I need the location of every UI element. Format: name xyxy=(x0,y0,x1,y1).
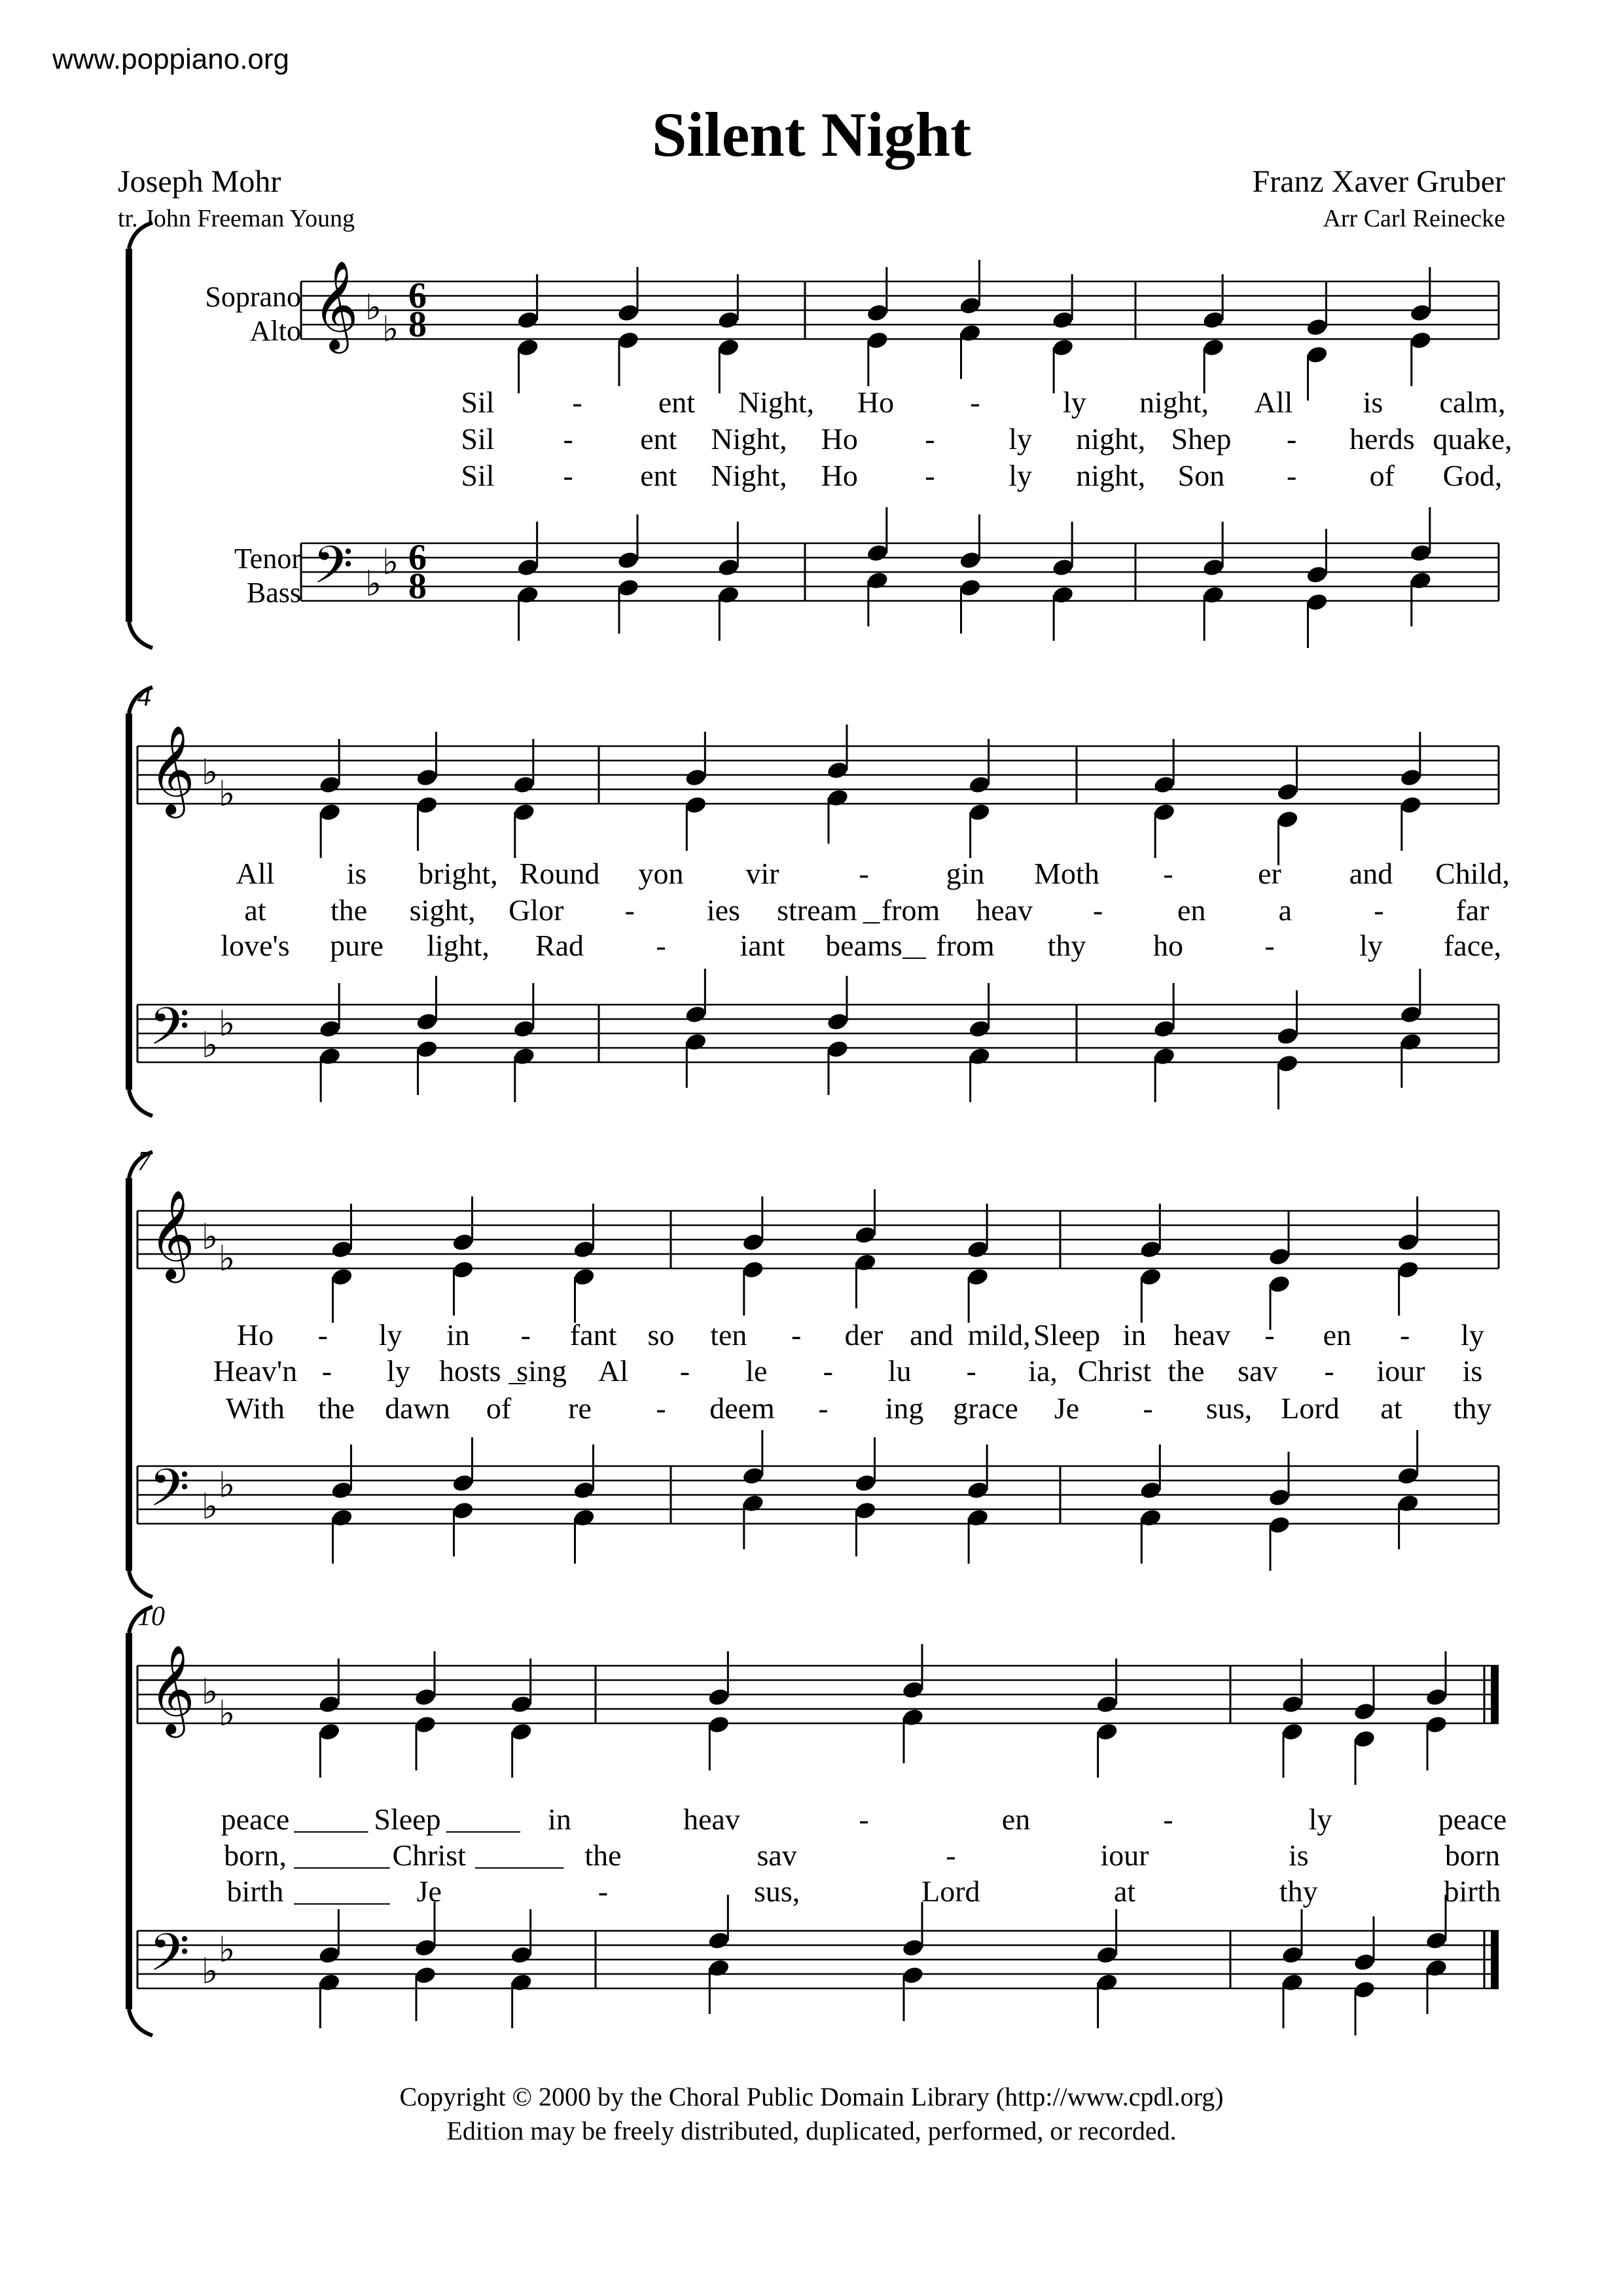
lyric-syllable: thy xyxy=(1279,1874,1318,1908)
lyric-syllable: Al xyxy=(598,1354,629,1388)
lyric-syllable: fant xyxy=(569,1318,617,1352)
time-signature-top: 6 xyxy=(408,537,427,578)
lyric-syllable: at xyxy=(1113,1874,1136,1908)
lyric-syllable: Ho xyxy=(857,386,895,419)
bracket-hook-bottom xyxy=(129,1090,152,1116)
lyric-line-3 xyxy=(461,459,1502,492)
lyric-syllable: ly xyxy=(1063,386,1086,419)
lyric-hyphen: - xyxy=(1163,857,1173,890)
part-label-soprano: Soprano xyxy=(205,281,301,313)
lyric-syllable: Ho xyxy=(821,422,858,456)
lyric-syllable: in xyxy=(446,1318,470,1352)
lyric-syllable: and xyxy=(910,1318,954,1352)
lyric-syllable: born, xyxy=(224,1839,287,1872)
lyric-hyphen: - xyxy=(823,1354,833,1388)
lyric-hyphen: - xyxy=(563,422,573,456)
lyric-syllable: iant xyxy=(740,929,785,962)
lyric-syllable: iour xyxy=(1100,1839,1149,1872)
lyric-syllable: pure xyxy=(330,929,383,962)
lower-staff xyxy=(137,1430,1499,1571)
lyric-syllable: beams xyxy=(825,929,902,962)
lyric-syllable: ly xyxy=(1308,1803,1332,1836)
time-signature-top: 6 xyxy=(408,276,427,316)
upper-staff xyxy=(137,724,1499,865)
lyric-hyphen: - xyxy=(624,893,635,927)
flat-icon: ♭ xyxy=(202,1671,219,1712)
bass-clef-icon: 𝄢 xyxy=(149,996,190,1069)
poet-credit: Joseph Mohr xyxy=(118,164,281,199)
lyric-syllable: ia, xyxy=(1028,1354,1058,1388)
lower-staff xyxy=(301,507,1499,648)
bracket-hook-bottom xyxy=(129,622,152,648)
treble-clef-icon: 𝄞 xyxy=(149,1189,195,1279)
lyric-hyphen: - xyxy=(1264,929,1275,962)
lyric-syllable: ly xyxy=(1008,422,1032,456)
lyric-hyphen: - xyxy=(321,1354,332,1388)
lyric-syllable: God, xyxy=(1442,459,1503,492)
final-barline-thick xyxy=(1491,1931,1499,1988)
lyric-syllable: mild, xyxy=(967,1318,1031,1352)
bass-clef-icon: 𝄢 xyxy=(313,535,353,608)
lyric-syllable: Shep xyxy=(1171,422,1232,456)
lyric-syllable: in xyxy=(548,1803,571,1836)
bracket-hook-bottom xyxy=(129,1571,152,1597)
lyric-hyphen: - xyxy=(1286,422,1297,456)
lyric-syllable: is xyxy=(1288,1839,1309,1872)
lyric-syllable: en xyxy=(1177,893,1206,927)
lyric-hyphen: - xyxy=(520,1318,531,1352)
lyric-hyphen: - xyxy=(1163,1803,1173,1836)
lyric-hyphen: - xyxy=(1093,893,1103,927)
lyric-syllable: ly xyxy=(1008,459,1032,492)
lyric-syllable: Lord xyxy=(921,1874,980,1908)
lyric-syllable: Night, xyxy=(711,422,787,456)
lyric-syllable: All xyxy=(236,857,275,890)
lyric-syllable: en xyxy=(1323,1318,1352,1352)
lower-staff xyxy=(137,969,1499,1109)
lyric-syllable: is xyxy=(1363,386,1383,419)
lyric-hyphen: - xyxy=(1286,459,1297,492)
lyric-syllable: calm, xyxy=(1439,386,1506,419)
lyric-syllable: le xyxy=(745,1354,768,1388)
lyric-syllable: the xyxy=(317,1391,355,1425)
flat-icon: ♭ xyxy=(219,1003,236,1044)
lyric-hyphen: - xyxy=(317,1318,328,1352)
lyric-line-2 xyxy=(224,1839,1500,1872)
treble-clef-icon: 𝄞 xyxy=(149,1643,195,1734)
lyric-syllable: the xyxy=(584,1839,622,1872)
lyric-syllable: sav xyxy=(1238,1354,1278,1388)
lyric-syllable: night, xyxy=(1139,386,1209,419)
flat-icon: ♭ xyxy=(219,1238,236,1279)
system-bracket xyxy=(126,1178,132,1571)
lyric-syllable: ly xyxy=(378,1318,402,1352)
lyric-syllable: Round xyxy=(519,857,600,890)
lyric-syllable: birth xyxy=(226,1874,284,1908)
lyric-syllable: ly xyxy=(1461,1318,1484,1352)
lyric-syllable: Night, xyxy=(738,386,815,419)
lyric-syllable: Moth xyxy=(1034,857,1099,890)
lyric-syllable: heav xyxy=(976,893,1033,927)
lyric-syllable: and xyxy=(1349,857,1393,890)
part-label-bass: Bass xyxy=(246,577,301,609)
lyric-syllable: Ho xyxy=(236,1318,274,1352)
lyric-hyphen: - xyxy=(679,1354,690,1388)
lyric-syllable: Christ xyxy=(392,1839,466,1872)
lyric-hyphen: - xyxy=(656,929,666,962)
upper-staff xyxy=(301,259,1499,401)
lyric-syllable: night, xyxy=(1076,422,1146,456)
lyric-syllable: ten xyxy=(710,1318,747,1352)
upper-staff xyxy=(137,1643,1499,1785)
flat-icon: ♭ xyxy=(219,1693,236,1734)
lyric-syllable: is xyxy=(1462,1354,1483,1388)
lyric-syllable: vir xyxy=(745,857,779,890)
lyric-hyphen: - xyxy=(597,1874,609,1908)
lyric-syllable: der xyxy=(844,1318,883,1352)
lyric-syllable: Sleep xyxy=(374,1803,441,1836)
treble-clef-icon: 𝄞 xyxy=(149,724,195,814)
lyric-syllable: of xyxy=(486,1391,512,1425)
lyric-syllable: hosts xyxy=(438,1354,501,1388)
lyric-line-2 xyxy=(213,1354,1483,1388)
lyric-syllable: Rad xyxy=(535,929,584,962)
translator-credit: tr. John Freeman Young xyxy=(118,205,355,232)
time-signature-bottom: 8 xyxy=(408,304,427,345)
lyric-line-3 xyxy=(221,929,1501,962)
measure-number: 4 xyxy=(137,682,151,712)
lyric-syllable: born xyxy=(1444,1839,1501,1872)
lyric-hyphen: - xyxy=(563,459,573,492)
lyric-syllable: sav xyxy=(757,1839,797,1872)
page-title: Silent Night xyxy=(651,99,972,170)
lyric-syllable: Glor xyxy=(508,893,564,927)
treble-clef-icon: 𝄞 xyxy=(313,259,359,350)
lyric-hyphen: - xyxy=(572,386,582,419)
lyric-line-1 xyxy=(236,857,1510,890)
lyric-syllable: bright, xyxy=(418,857,498,890)
lyric-syllable: gin xyxy=(946,857,985,890)
lyric-syllable: en xyxy=(1001,1803,1031,1836)
lyric-syllable: so xyxy=(647,1318,675,1352)
flat-icon: ♭ xyxy=(382,308,399,350)
system-4 xyxy=(126,1602,1507,2036)
bass-clef-icon: 𝄢 xyxy=(149,1922,190,1996)
lyric-syllable: Ho xyxy=(821,459,858,492)
lyric-syllable: Sleep xyxy=(1033,1318,1101,1352)
lyric-syllable: at xyxy=(1380,1391,1402,1425)
lyric-syllable: Je xyxy=(416,1874,442,1908)
upper-staff xyxy=(137,1189,1499,1330)
flat-icon: ♭ xyxy=(382,541,399,583)
lyric-line-1 xyxy=(461,386,1505,419)
lyric-syllable: deem xyxy=(709,1391,775,1425)
arranger-credit: Arr Carl Reinecke xyxy=(1323,205,1505,232)
lyric-syllable: sus, xyxy=(1205,1391,1253,1425)
lyric-syllable: stream xyxy=(777,893,857,927)
lyric-syllable: light, xyxy=(427,929,490,962)
lyric-syllable: Christ xyxy=(1077,1354,1152,1388)
lyric-syllable: Sil xyxy=(461,386,495,419)
lyric-hyphen: - xyxy=(1143,1391,1153,1425)
lyric-syllable: Je xyxy=(1054,1391,1080,1425)
lyric-syllable: Sil xyxy=(461,459,495,492)
lyric-syllable: Lord xyxy=(1281,1391,1340,1425)
lyric-syllable: Child, xyxy=(1435,857,1510,890)
lyric-syllable: from xyxy=(936,929,995,962)
lyric-syllable: lu xyxy=(887,1354,912,1388)
flat-icon: ♭ xyxy=(202,1024,219,1066)
lyric-syllable: in xyxy=(1122,1318,1147,1352)
lyric-hyphen: - xyxy=(1374,893,1384,927)
site-url: www.poppiano.org xyxy=(52,43,290,75)
composer-credit: Franz Xaver Gruber xyxy=(1252,164,1505,199)
lyric-hyphen: - xyxy=(946,1839,956,1872)
lyric-syllable: Heav'n xyxy=(213,1354,298,1388)
lyric-syllable: is xyxy=(346,857,367,890)
lyric-syllable: love's xyxy=(221,929,290,962)
lyric-syllable: Son xyxy=(1177,459,1225,492)
lyric-syllable: re xyxy=(568,1391,592,1425)
lyric-syllable: sight, xyxy=(409,893,476,927)
system-1 xyxy=(126,223,1512,648)
flat-icon: ♭ xyxy=(219,1464,236,1505)
system-bracket xyxy=(126,249,132,622)
lyric-hyphen: - xyxy=(925,459,935,492)
lyric-syllable: Night, xyxy=(711,459,787,492)
lyric-syllable: dawn xyxy=(385,1391,450,1425)
bass-clef-icon: 𝄢 xyxy=(149,1458,190,1531)
flat-icon: ♭ xyxy=(365,563,382,604)
lyric-syllable: ly xyxy=(386,1354,410,1388)
lyric-syllable: of xyxy=(1369,459,1395,492)
lyric-syllable: thy xyxy=(1047,929,1086,962)
system-2 xyxy=(126,682,1510,1116)
flat-icon: ♭ xyxy=(202,1216,219,1257)
lyric-hyphen: - xyxy=(656,1391,666,1425)
lyric-syllable: heav xyxy=(683,1803,740,1836)
lyric-syllable: far xyxy=(1455,893,1489,927)
final-barline-thick xyxy=(1491,1666,1499,1723)
bracket-hook-bottom xyxy=(129,2009,152,2036)
lyric-line-3 xyxy=(226,1391,1491,1425)
part-label-alto: Alto xyxy=(249,315,301,347)
lyric-syllable: face, xyxy=(1443,929,1502,962)
lyric-syllable: the xyxy=(330,893,368,927)
lyric-hyphen: - xyxy=(1264,1318,1275,1352)
lyric-syllable: sing xyxy=(516,1354,567,1388)
flat-icon: ♭ xyxy=(202,1486,219,1527)
system-3 xyxy=(126,1147,1499,1597)
lyric-syllable: ies xyxy=(706,893,740,927)
lyric-syllable: thy xyxy=(1453,1391,1492,1425)
lyric-syllable: night, xyxy=(1076,459,1146,492)
lyric-hyphen: - xyxy=(925,422,935,456)
lyric-syllable: peace xyxy=(221,1803,290,1836)
lyric-syllable: sus, xyxy=(753,1874,800,1908)
lyric-hyphen: - xyxy=(1324,1354,1334,1388)
lower-staff xyxy=(137,1895,1499,2036)
flat-icon: ♭ xyxy=(202,751,219,793)
lyric-syllable: All xyxy=(1254,386,1293,419)
lyric-syllable: Sil xyxy=(461,422,495,456)
lyric-syllable: ent xyxy=(640,459,677,492)
lyric-syllable: from xyxy=(881,893,940,927)
lyric-hyphen: - xyxy=(818,1391,829,1425)
lyric-syllable: the xyxy=(1168,1354,1205,1388)
lyric-line-1 xyxy=(237,1318,1484,1352)
lyric-syllable: peace xyxy=(1438,1803,1507,1836)
lyric-syllable: ent xyxy=(658,386,696,419)
lyric-line-1 xyxy=(221,1803,1507,1836)
lyric-hyphen: - xyxy=(970,386,980,419)
lyric-syllable: yon xyxy=(638,857,684,890)
measure-number: 10 xyxy=(137,1602,165,1632)
lyric-line-2 xyxy=(244,893,1489,927)
lyric-syllable: grace xyxy=(953,1391,1018,1425)
lyric-hyphen: - xyxy=(791,1318,802,1352)
lyric-syllable: herds xyxy=(1349,422,1415,456)
system-bracket xyxy=(126,1633,132,2009)
lyric-line-3 xyxy=(227,1874,1501,1908)
lyric-hyphen: - xyxy=(1400,1318,1410,1352)
lyric-syllable: ho xyxy=(1153,929,1183,962)
flat-icon: ♭ xyxy=(219,773,236,814)
measure-number: 7 xyxy=(137,1147,151,1177)
lyric-syllable: birth xyxy=(1444,1874,1501,1908)
lyric-syllable: ly xyxy=(1359,929,1383,962)
flat-icon: ♭ xyxy=(365,287,382,328)
lyric-hyphen: - xyxy=(859,1803,869,1836)
lyric-syllable: ing xyxy=(885,1391,924,1425)
flat-icon: ♭ xyxy=(219,1929,236,1970)
lyric-hyphen: - xyxy=(859,857,869,890)
bracket-hook-top xyxy=(129,223,152,249)
system-bracket xyxy=(126,713,132,1090)
part-label-tenor: Tenor xyxy=(234,543,301,575)
lyric-syllable: a xyxy=(1278,893,1293,927)
lyric-hyphen: - xyxy=(966,1354,976,1388)
copyright-notice: Copyright © 2000 by the Choral Public Domain Library (http://www.cpdl.org) xyxy=(399,2082,1224,2111)
lyric-syllable: quake, xyxy=(1433,422,1512,456)
lyric-syllable: iour xyxy=(1376,1354,1425,1388)
time-signature-bottom: 8 xyxy=(408,566,427,607)
lyric-syllable: er xyxy=(1258,857,1281,890)
distribution-notice: Edition may be freely distributed, duplicated, performed, or recorded. xyxy=(446,2116,1177,2145)
lyric-syllable: With xyxy=(225,1391,285,1425)
flat-icon: ♭ xyxy=(202,1950,219,1992)
lyric-line-2 xyxy=(461,422,1512,456)
lyric-syllable: at xyxy=(244,893,266,927)
lyric-syllable: heav xyxy=(1173,1318,1231,1352)
lyric-syllable: ent xyxy=(640,422,677,456)
